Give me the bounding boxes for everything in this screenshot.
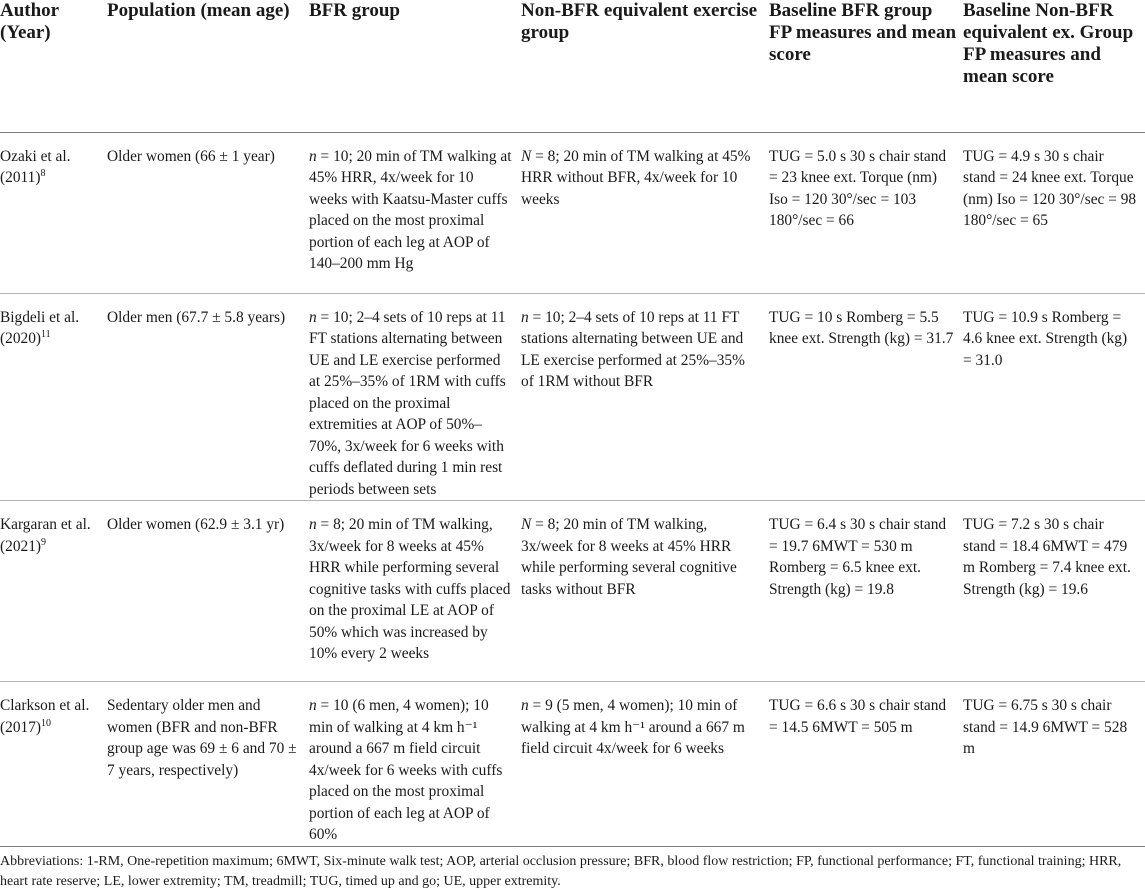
bfr-group-cell <box>309 682 521 847</box>
header-baseline-bfr: Baseline BFR group FP measures and mean score <box>769 0 963 132</box>
author-cell <box>0 293 107 501</box>
sample-size-symbol: N <box>521 516 532 533</box>
non-bfr-group-cell <box>521 132 769 293</box>
bfr-group-cell <box>309 501 521 682</box>
bfr-group-text: = 10 (6 men, 4 women); 10 min of walking at 4 km h⁻¹ around a 667 m field circuit 4x/week for 6 weeks with cuffs placed on the most proximal portion of each leg at AOP of 60% <box>309 697 503 843</box>
non-bfr-group-cell <box>521 501 769 682</box>
baseline-bfr-cell: TUG = 6.6 s 30 s chair stand = 14.5 6MWT = 505 m <box>769 682 963 847</box>
reference-number: 11 <box>41 328 51 340</box>
bfr-group-text: = 10; 20 min of TM walking at 45% HRR, 4x/week for 10 weeks with Kaatsu-Master cuffs placed on the most proximal portion of each leg at AOP of 140–200 mm Hg <box>309 147 512 272</box>
non-bfr-group-text: = 10; 2–4 sets of 10 reps at 11 FT stations alternating between UE and LE exercise performed at 25%–35% of 1RM without BFR <box>521 308 745 390</box>
population-cell: Older men (67.7 ± 5.8 years) <box>107 293 309 501</box>
baseline-bfr-cell: TUG = 5.0 s 30 s chair stand = 23 knee ext. Torque (nm) Iso = 120 30°/sec = 103 180°/sec = 66 <box>769 132 963 293</box>
sample-size-symbol: n <box>309 516 317 533</box>
header-non-bfr-group: Non-BFR equivalent exercise group <box>521 0 769 132</box>
sample-size-symbol: n <box>309 308 317 326</box>
sample-size-symbol: N <box>521 147 532 165</box>
table-header-row <box>0 0 1145 132</box>
author-cell <box>0 682 107 847</box>
header-baseline-non-bfr: Baseline Non-BFR equivalent ex. Group FP measures and mean score <box>963 0 1145 132</box>
bfr-group-text: = 10; 2–4 sets of 10 reps at 11 FT stations alternating between UE and LE exercise performed at 25%–35% of 1RM with cuffs placed on the proximal extremities at AOP of 50%–70%, 3x/week for 6 weeks with cuffs deflated during 1 min rest periods between sets <box>309 308 506 498</box>
sample-size-symbol: n <box>309 147 317 165</box>
header-author-year: Author (Year) <box>0 0 107 132</box>
abbreviations-footnote: Abbreviations: 1-RM, One-repetition maximum; 6MWT, Six-minute walk test; AOP, arterial occlusion pressure; BFR, blood flow restriction; FP, functional performance; FT, functional training; HRR, heart rate reserve; LE, lower extremity; TM, treadmill; TUG, timed up and go; UE, upper extremity. <box>0 854 1122 889</box>
author-text: Bigdeli et al. (2020) <box>0 308 80 347</box>
population-cell: Older women (66 ± 1 year) <box>107 132 309 293</box>
reference-number: 10 <box>41 717 52 729</box>
table-row <box>0 682 1145 847</box>
sample-size-symbol: n <box>521 308 529 326</box>
author-text: Ozaki et al. (2011) <box>0 147 71 186</box>
baseline-non-bfr-cell: TUG = 6.75 s 30 s chair stand = 14.9 6MWT = 528 m <box>963 682 1145 847</box>
table-row <box>0 132 1145 293</box>
non-bfr-group-text: = 8; 20 min of TM walking, 3x/week for 8 weeks at 45% HRR while performing several cognitive tasks without BFR <box>521 516 737 598</box>
non-bfr-group-text: = 8; 20 min of TM walking at 45% HRR without BFR, 4x/week for 10 weeks <box>521 147 751 208</box>
bfr-group-cell <box>309 293 521 501</box>
non-bfr-group-cell <box>521 293 769 501</box>
author-text: Kargaran et al. (2021) <box>0 516 91 555</box>
non-bfr-group-cell <box>521 682 769 847</box>
reference-number: 8 <box>40 167 46 179</box>
baseline-non-bfr-cell: TUG = 4.9 s 30 s chair stand = 24 knee ext. Torque (nm) Iso = 120 30°/sec = 98 180°/sec = 65 <box>963 132 1145 293</box>
bfr-group-text: = 8; 20 min of TM walking, 3x/week for 8 weeks at 45% HRR while performing several cognitive tasks with cuffs placed on the proximal LE at AOP of 50% which was increased by 10% every 2 weeks <box>309 516 511 662</box>
baseline-non-bfr-cell: TUG = 7.2 s 30 s chair stand = 18.4 6MWT = 479 m Romberg = 7.4 knee ext. Strength (kg) = 19.6 <box>963 501 1145 682</box>
table-row <box>0 501 1145 682</box>
bfr-group-cell <box>309 132 521 293</box>
baseline-bfr-cell: TUG = 10 s Romberg = 5.5 knee ext. Strength (kg) = 31.7 <box>769 293 963 501</box>
header-population: Population (mean age) <box>107 0 309 132</box>
author-text: Clarkson et al. (2017) <box>0 697 90 736</box>
sample-size-symbol: n <box>521 697 529 714</box>
header-bfr-group: BFR group <box>309 0 521 132</box>
population-cell: Older women (62.9 ± 3.1 yr) <box>107 501 309 682</box>
baseline-non-bfr-cell: TUG = 10.9 s Romberg = 4.6 knee ext. Strength (kg) = 31.0 <box>963 293 1145 501</box>
sample-size-symbol: n <box>309 697 317 714</box>
author-cell <box>0 132 107 293</box>
reference-number: 9 <box>41 536 47 548</box>
population-cell: Sedentary older men and women (BFR and non-BFR group age was 69 ± 6 and 70 ± 7 years, respectively) <box>107 682 309 847</box>
baseline-bfr-cell: TUG = 6.4 s 30 s chair stand = 19.7 6MWT = 530 m Romberg = 6.5 knee ext. Strength (kg) = 19.8 <box>769 501 963 682</box>
non-bfr-group-text: = 9 (5 men, 4 women); 10 min of walking at 4 km h⁻¹ around a 667 m field circuit 4x/week for 6 weeks <box>521 697 745 757</box>
author-cell <box>0 501 107 682</box>
table-row <box>0 293 1145 501</box>
